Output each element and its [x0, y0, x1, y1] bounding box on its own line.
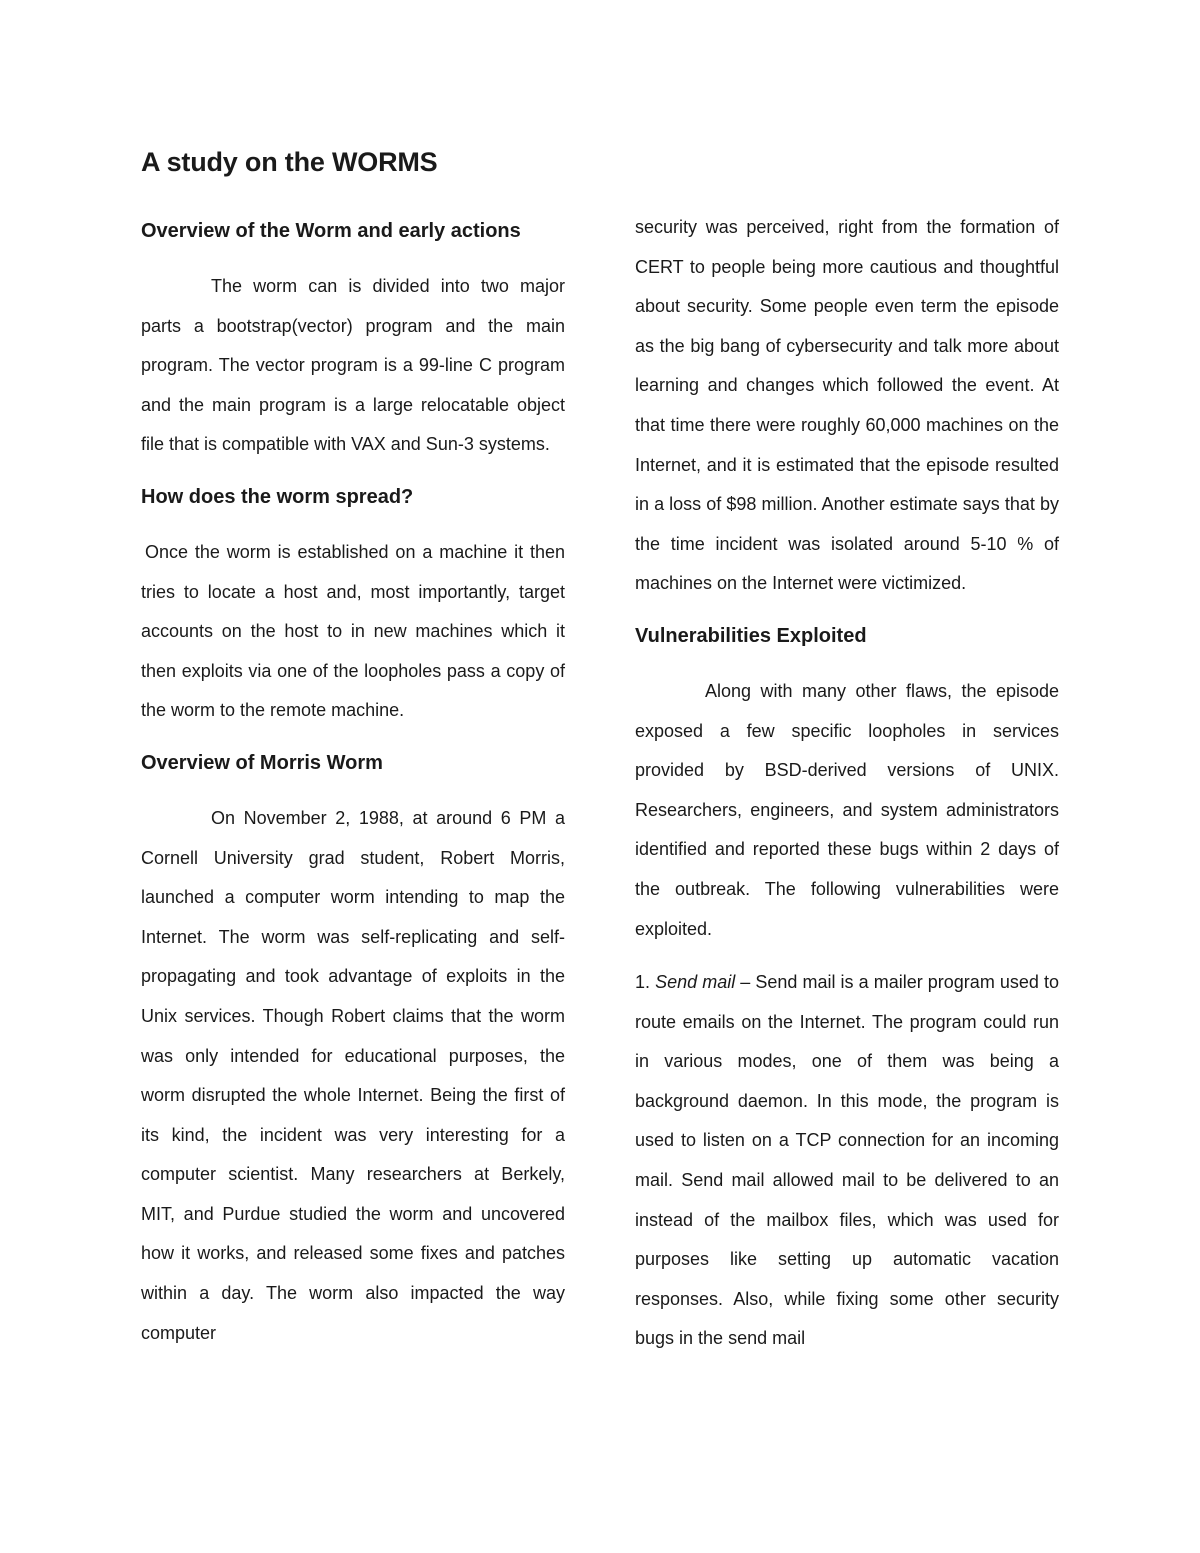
- list-item-sendmail: [635, 963, 1059, 1359]
- right-column: [635, 208, 1059, 1359]
- list-item-number: 1.: [635, 972, 651, 993]
- heading-vulnerabilities: Vulnerabilities Exploited: [635, 624, 867, 647]
- left-column: [141, 213, 565, 1353]
- paragraph-overview-worm: The worm can is divided into two major parts a bootstrap(vector) program and the main program. The vector program is a 99-line C program and the main program is a large relocatable object file that is compatible with VAX and Sun-3 systems.: [141, 276, 565, 455]
- heading-morris-worm: Overview of Morris Worm: [141, 751, 383, 774]
- paragraph-worm-spread: Once the worm is established on a machine it then tries to locate a host and, most importantly, target accounts on the host to in new machines which it then exploits via one of the loopholes pass a copy of the worm to the remote machine.: [141, 541, 565, 721]
- document-title: A study on the WORMS: [141, 147, 438, 177]
- list-item-text: – Send mail is a mailer program used to route emails on the Internet. The program could run in various modes, one of them was being a background daemon. In this mode, the program is used to listen on a TCP connection for an incoming mail. Send mail allowed mail to be delivered to an instead of the mailbox files, which was used for purposes like setting up automatic vacation responses. Also, while fixing some other security bugs in the send mail: [635, 972, 1059, 1349]
- heading-worm-spread: How does the worm spread?: [141, 485, 414, 508]
- paragraph-morris-continued: security was perceived, right from the formation of CERT to people being more cautious and thoughtful about security. Some people even term the episode as the big bang of cybersecurity and talk more about learning and changes which followed the event. At that time there were roughly 60,000 machines on the Internet, and it is estimated that the episode resulted in a loss of $98 million. Another estimate says that by the time incident was isolated around 5-10 % of machines on the Internet were victimized.: [635, 217, 1059, 594]
- heading-overview-worm: Overview of the Worm and early actions: [141, 220, 521, 242]
- list-item-term: Send mail: [655, 972, 736, 993]
- paragraph-vulnerabilities: Along with many other flaws, the episode exposed a few specific loopholes in services provided by BSD-derived versions of UNIX. Researchers, engineers, and system administrators identified and reported these bugs within 2 days of the outbreak. The following vulnerabilities were exploited.: [635, 680, 1059, 939]
- paragraph-morris-worm: On November 2, 1988, at around 6 PM a Cornell University grad student, Robert Morris, launched a computer worm intending to map the Internet. The worm was self-replicating and self-propagating and took advantage of exploits in the Unix services. Though Robert claims that the worm was only intended for educational purposes, the worm disrupted the whole Internet. Being the first of its kind, the incident was very interesting for a computer scientist. Many researchers at Berkely, MIT, and Purdue studied the worm and uncovered how it works, and released some fixes and patches within a day. The worm also impacted the way computer: [141, 807, 565, 1343]
